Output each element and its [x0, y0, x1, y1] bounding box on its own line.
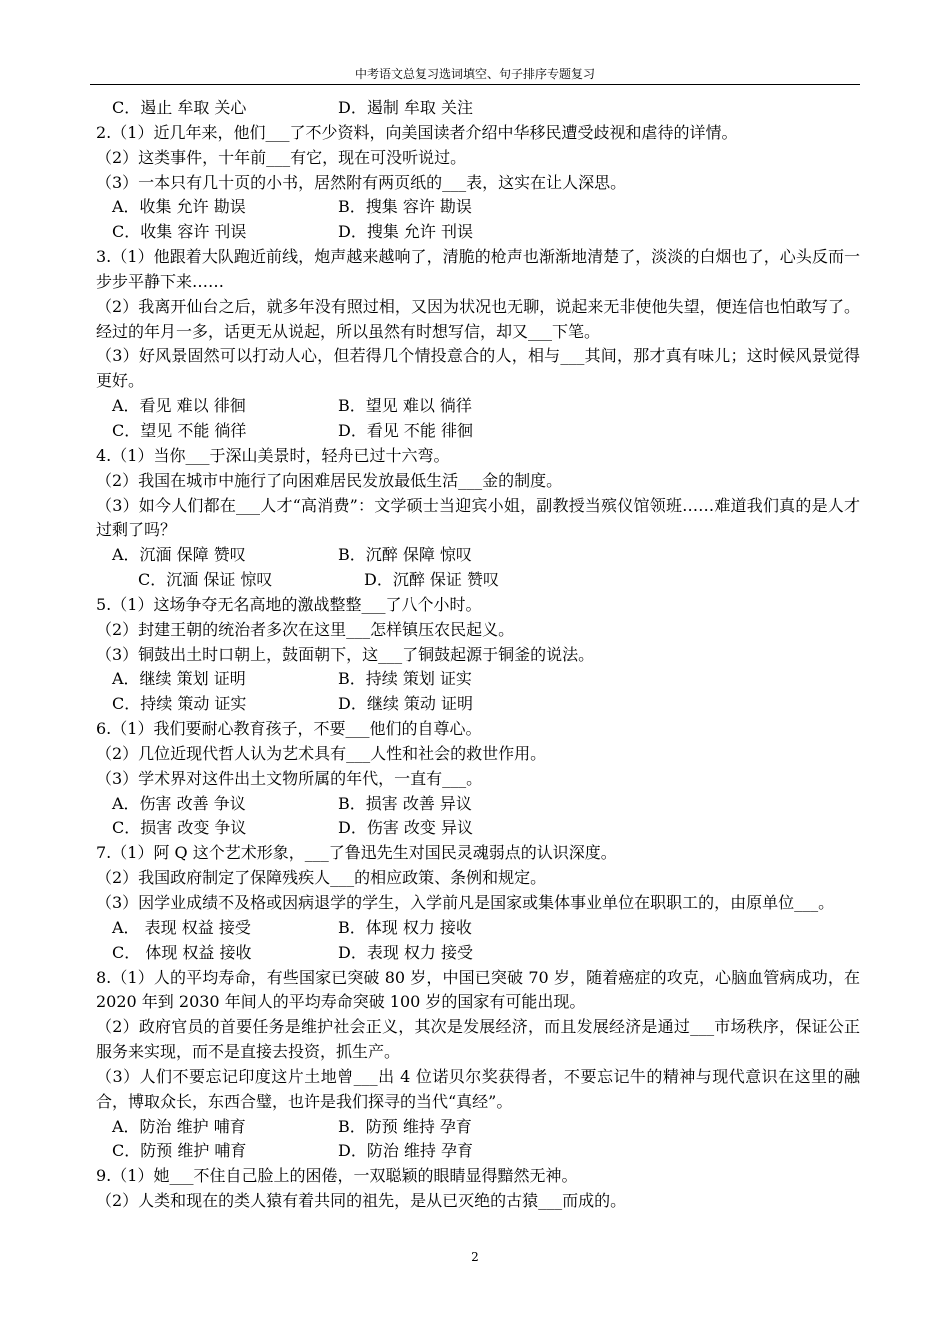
question-line: （2）封建王朝的统治者多次在这里___怎样镇压农民起义。: [96, 619, 515, 639]
answer-option: D．伤害 改变 异议: [338, 818, 474, 838]
option-row: [90, 692, 860, 717]
answer-option: A．沉湎 保障 赞叹: [112, 545, 246, 565]
answer-option: D．遏制 牟取 关注: [338, 98, 474, 117]
question-line: （3）如今人们都在___人才“高消费”：文学硕士当迎宾小姐，副教授当殡仪馆领班……难道我们真的是人才过剩了吗？: [96, 495, 860, 540]
question-line: 9.（1）她___不住自己脸上的困倦，一双聪颖的眼睛显得黯然无神。: [96, 1166, 578, 1186]
option-row: [90, 916, 860, 941]
answer-option: B．体现 权力 接收: [338, 917, 472, 937]
answer-option: C．遏止 牟取 关心: [112, 98, 247, 117]
answer-option: C． 体现 权益 接收: [112, 942, 252, 962]
page-header: 中考语文总复习选词填空、句子排序专题复习: [354, 67, 595, 81]
answer-option: B．损害 改善 异议: [338, 793, 472, 813]
answer-option: C．望见 不能 徜徉: [112, 420, 247, 440]
answer-option: D．防治 维持 孕育: [338, 1141, 474, 1161]
question-line: （2）政府官员的首要任务是维护社会正义，其次是发展经济，而且发展经济是通过___市场秩序，保证公正服务来实现，而不是直接去投资，抓生产。: [96, 1017, 860, 1062]
option-row: [90, 195, 860, 220]
question-line: （2）几位近现代哲人认为艺术具有___人性和社会的救世作用。: [96, 743, 547, 763]
question-line: 5.（1）这场争夺无名高地的激战整整___了八个小时。: [96, 594, 482, 614]
option-row: [90, 816, 860, 841]
answer-option: C．损害 改变 争议: [112, 818, 247, 838]
question-line: （3）学术界对这件出土文物所属的年代，一直有___。: [96, 768, 483, 788]
answer-option: A．防治 维护 哺育: [112, 1116, 246, 1136]
option-row: [90, 96, 860, 121]
question-line: 7.（1）阿 Q 这个艺术形象，___了鲁迅先生对国民灵魂弱点的认识深度。: [96, 843, 617, 863]
option-row: [90, 543, 860, 568]
option-row: [90, 394, 860, 419]
question-line: 4.（1）当你___于深山美景时，轻舟已过十六弯。: [96, 445, 450, 465]
question-line: （2）人类和现在的类人猿有着共同的祖先，是从已灭绝的古猿___而成的。: [96, 1191, 627, 1211]
option-row: [90, 419, 860, 444]
answer-option: B．望见 难以 徜徉: [338, 396, 472, 416]
answer-option: A．继续 策划 证明: [112, 669, 246, 689]
answer-option: D．看见 不能 徘徊: [338, 420, 474, 440]
question-line: （2）我离开仙台之后，就多年没有照过相，又因为状况也无聊，说起来无非使他失望，便连信也怕敢写了。经过的年月一多，话更无从说起，所以虽然有时想写信，却又___下笔。: [96, 296, 860, 341]
answer-option: B．搜集 容许 勘误: [338, 197, 472, 217]
question-line: （3）好风景固然可以打动人心，但若得几个情投意合的人，相与___其间，那才真有味儿；这时候风景觉得更好。: [96, 346, 860, 391]
answer-option: A．看见 难以 徘徊: [112, 396, 246, 416]
answer-option: C．收集 容许 刊误: [112, 222, 247, 242]
option-row: [90, 792, 860, 817]
option-row: [90, 941, 860, 966]
answer-option: D．继续 策动 证明: [338, 694, 474, 714]
question-line: 3.（1）他跟着大队跑近前线，炮声越来越响了，清脆的枪声也渐渐地清楚了，淡淡的白烟也了，心头反而一步步平静下来……: [96, 247, 860, 291]
option-row: [90, 220, 860, 245]
header-rule: [90, 84, 860, 85]
question-line: （3）一本只有几十页的小书，居然附有两页纸的___表，这实在让人深思。: [96, 172, 627, 192]
question-line: （2）这类事件，十年前___有它，现在可没听说过。: [96, 147, 467, 167]
option-row: [90, 667, 860, 692]
page-number: 2: [471, 1250, 479, 1264]
question-line: 6.（1）我们要耐心教育孩子，不要___他们的自尊心。: [96, 719, 482, 739]
answer-option: B．沉醉 保障 惊叹: [338, 545, 472, 565]
answer-option: C．防预 维护 哺育: [112, 1141, 247, 1161]
answer-option: C．沉湎 保证 惊叹: [138, 570, 273, 590]
answer-option: A．伤害 改善 争议: [112, 793, 246, 813]
answer-option: D．沉醉 保证 赞叹: [364, 570, 500, 590]
question-line: （3）铜鼓出土时口朝上，鼓面朝下，这___了铜鼓起源于铜釜的说法。: [96, 644, 595, 664]
question-line: 8.（1）人的平均寿命，有些国家已突破 80 岁，中国已突破 70 岁，随着癌症的攻克，心脑血管病成功，在 2020 年到 2030 年间人的平均寿命突破 100 岁的国家有可能出现。: [96, 967, 860, 1012]
answer-option: C．持续 策动 证实: [112, 694, 247, 714]
answer-option: B．持续 策划 证实: [338, 669, 472, 689]
question-line: （3）因学业成绩不及格或因病退学的学生，入学前凡是国家或集体事业单位在职职工的，由原单位___。: [96, 893, 835, 912]
question-line: （2）我国政府制定了保障残疾人___的相应政策、条例和规定。: [96, 868, 547, 888]
answer-option: A．收集 允许 勘误: [112, 197, 246, 217]
option-row: [90, 1115, 860, 1140]
question-line: 2.（1）近几年来，他们___了不少资料，向美国读者介绍中华移民遭受歧视和虐待的详情。: [96, 122, 738, 142]
answer-option: B．防预 维持 孕育: [338, 1116, 472, 1136]
option-row: [90, 568, 860, 593]
question-line: （3）人们不要忘记印度这片土地曾___出 4 位诺贝尔奖获得者，不要忘记牛的精神与现代意识在这里的融合，博取众长，东西合璧，也许是我们探寻的当代“真经”。: [96, 1066, 860, 1111]
answer-option: A． 表现 权益 接受: [112, 917, 251, 937]
document-body: [90, 96, 860, 1214]
option-row: [90, 1139, 860, 1164]
answer-option: D．表现 权力 接受: [338, 942, 474, 962]
answer-option: D．搜集 允许 刊误: [338, 222, 474, 242]
question-line: （2）我国在城市中施行了向困难居民发放最低生活___金的制度。: [96, 470, 563, 490]
